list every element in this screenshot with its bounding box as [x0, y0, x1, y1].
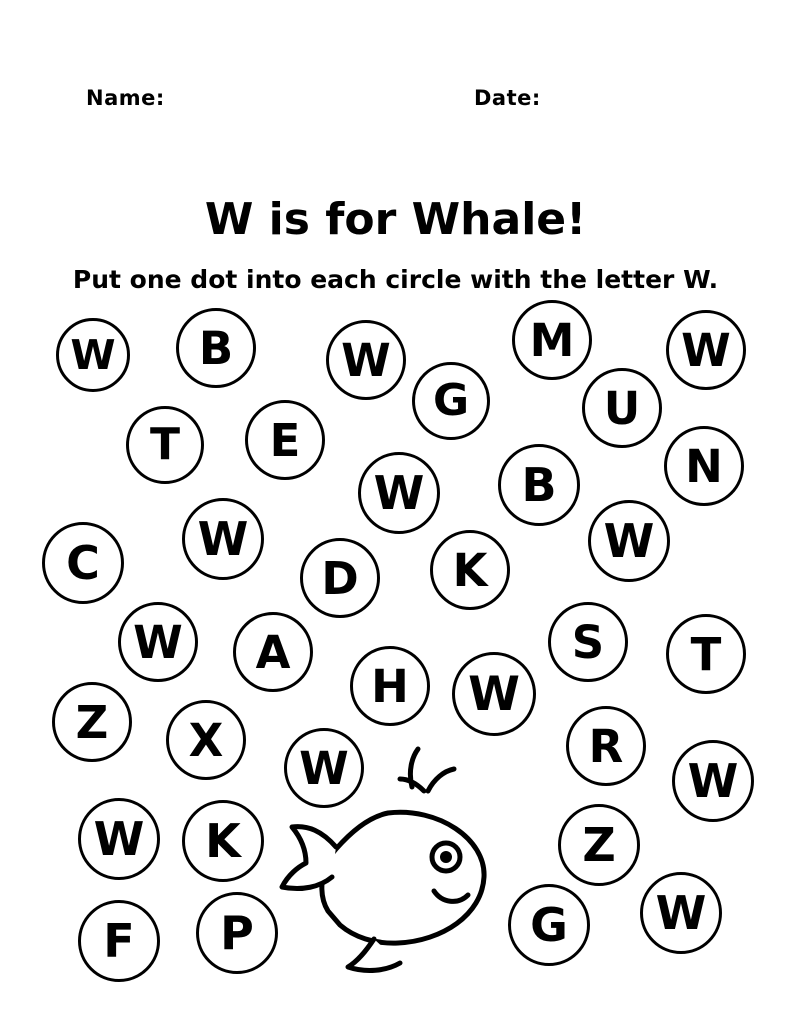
letter-circle-h[interactable]: H: [350, 646, 430, 726]
letter-circle-s[interactable]: S: [548, 602, 628, 682]
letter-circle-p[interactable]: P: [196, 892, 278, 974]
letter-circle-w[interactable]: W: [284, 728, 364, 808]
letter-circle-w[interactable]: W: [118, 602, 198, 682]
letter-circle-w[interactable]: W: [78, 798, 160, 880]
letter-circle-g[interactable]: G: [508, 884, 590, 966]
letter-circle-w[interactable]: W: [452, 652, 536, 736]
letter-circle-g[interactable]: G: [412, 362, 490, 440]
letter-circle-w[interactable]: W: [326, 320, 406, 400]
letter-circle-f[interactable]: F: [78, 900, 160, 982]
letter-circle-z[interactable]: Z: [558, 804, 640, 886]
letter-circle-r[interactable]: R: [566, 706, 646, 786]
letter-circle-k[interactable]: K: [182, 800, 264, 882]
letter-circle-u[interactable]: U: [582, 368, 662, 448]
letter-circle-z[interactable]: Z: [52, 682, 132, 762]
letter-circle-w[interactable]: W: [672, 740, 754, 822]
letter-circle-w[interactable]: W: [666, 310, 746, 390]
instructions-text: Put one dot into each circle with the letter W.: [72, 265, 719, 294]
letter-circle-b[interactable]: B: [176, 308, 256, 388]
letter-circle-t[interactable]: T: [126, 406, 204, 484]
letter-circle-t[interactable]: T: [666, 614, 746, 694]
letter-circle-k[interactable]: K: [430, 530, 510, 610]
letter-circle-a[interactable]: A: [233, 612, 313, 692]
letter-circle-c[interactable]: C: [42, 522, 124, 604]
letter-circle-x[interactable]: X: [166, 700, 246, 780]
letter-circle-w[interactable]: W: [640, 872, 722, 954]
letter-circle-w[interactable]: W: [358, 452, 440, 534]
letter-circle-n[interactable]: N: [664, 426, 744, 506]
letter-circle-b[interactable]: B: [498, 444, 580, 526]
letter-circle-m[interactable]: M: [512, 300, 592, 380]
page-title: W is for Whale!: [204, 194, 587, 246]
whale-illustration: [262, 735, 512, 985]
letter-circle-w[interactable]: W: [588, 500, 670, 582]
letter-circle-e[interactable]: E: [245, 400, 325, 480]
date-field-label: Date:: [474, 86, 541, 110]
name-field-label: Name:: [86, 86, 165, 110]
letter-circle-w[interactable]: W: [182, 498, 264, 580]
letter-circle-w[interactable]: W: [56, 318, 130, 392]
letter-circle-d[interactable]: D: [300, 538, 380, 618]
